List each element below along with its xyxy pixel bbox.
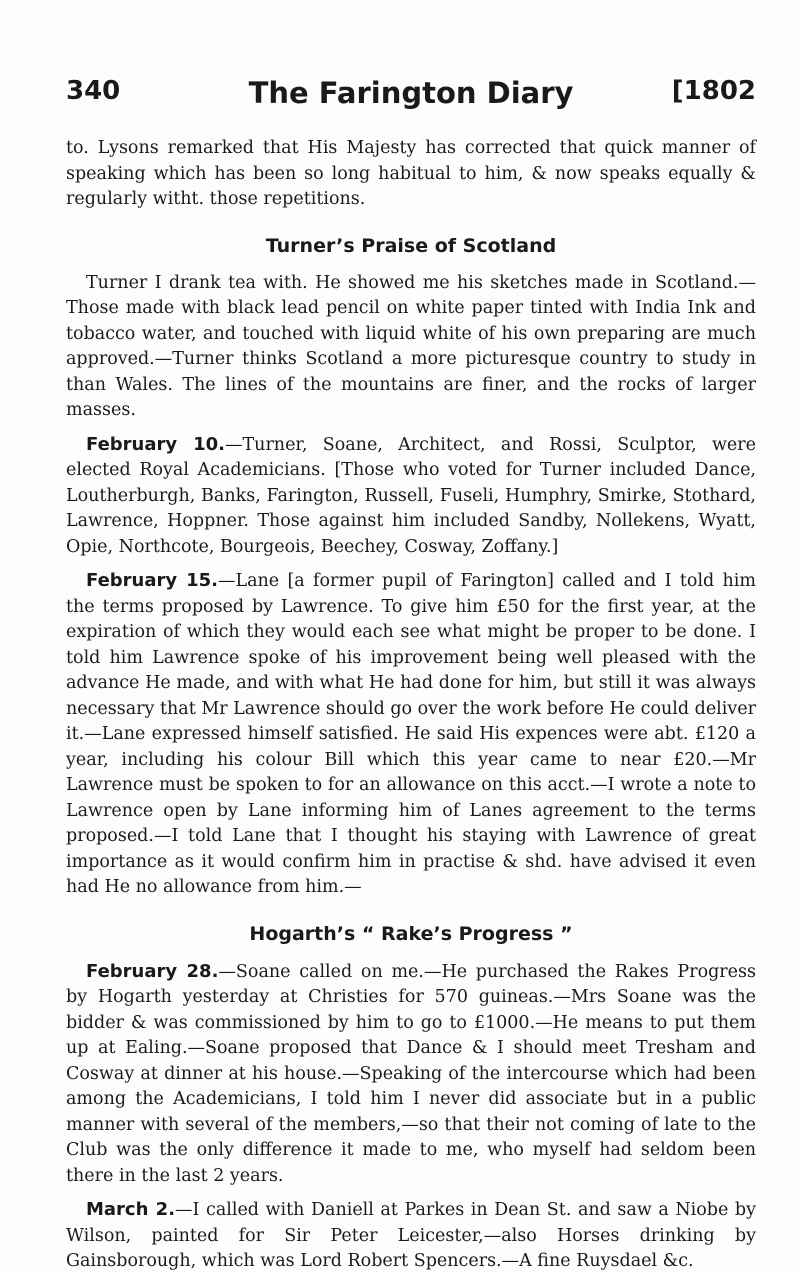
book-title: The Farington Diary [248, 76, 574, 110]
diary-entry-feb-28 [66, 959, 756, 1190]
page-number: 340 [66, 76, 121, 106]
section-heading-scotland: Turner’s Praise of Scotland [265, 234, 557, 257]
diary-entry-mar-2 [66, 1197, 756, 1275]
entry-date: February 15. [86, 570, 218, 591]
entry-text: —Turner, Soane, Architect, and Rossi, Sculptor, were elected Royal Academicians. [Those who voted for Turner included Dance, Loutherburgh, Banks, Farington, Russell, Fuseli, Humphry, Smirke, Stothard, Lawrence, Hoppner. Those against him included Sandby, Nollekens, Wyatt, Opie, Northcote, Bourgeois, Beechey, Cosway, Zoffany.] [66, 434, 757, 557]
entry-text: —Soane called on me.—He purchased the Rakes Progress by Hogarth yesterday at Christies for 570 guineas.—Mrs Soane was the bidder & was commissioned by him to go to £1000.—He means to put them up at Ealing.—Soane proposed that Dance & I should meet Tresham and Cosway at dinner at his house.—Speaking of the intercourse which had been among the Academicians, I told him I never did associate but in a public manner with several of the members,—so that their not coming of late to the Club was the only difference it made to me, who myself had seldom been there in the last 2 years. [66, 961, 756, 1186]
running-head [66, 76, 756, 116]
entry-date: February 28. [86, 960, 219, 982]
diary-entry-feb-10 [66, 432, 756, 561]
diary-entry-feb-15 [66, 568, 756, 901]
running-year: [1802 [671, 76, 756, 106]
section-heading-hogarth: Hogarth’s “ Rake’s Progress ” [249, 922, 573, 945]
entry-text: —Lane [a former pupil of Farington] called and I told him the terms proposed by Lawrence. To give him £50 for the first year, at the expiration of which they would each see what might be proper to be done. I told him Lawrence spoke of his improvement being well pleased with the advance He made, and with what He had done for him, but still it was always necessary that Mr Lawrence should go over the work before He could deliver it.—Lane expressed himself satisfied. He said His expences were abt. £120 a year, including his colour Bill which this year came to near £20.—Mr Lawrence must be spoken to for an allowance on this acct.—I wrote a note to Lawrence open by Lane informing him of Lanes agreement to the terms proposed.—I told Lane that I thought his staying with Lawrence of great importance as it would confirm him in practise & shd. have advised it even had He no allowance from him.— [66, 571, 756, 897]
entry-date: February 10. [86, 433, 225, 455]
entry-text: —I called with Daniell at Parkes in Dean St. and saw a Niobe by Wilson, painted for Sir Peter Leicester,—also Horses drinking by Gainsborough, which was Lord Robert Spencers.—A fine Ruysdael &c. [66, 1200, 756, 1271]
paragraph-turner-sketches: Turner I drank tea with. He showed me his sketches made in Scotland.—Those made with black lead pencil on white paper tinted with India Ink and tobacco water, and touched with liquid white of his own preparing are much approved.—Turner thinks Scotland a more picturesque country to study in than Wales. The lines of the mountains are finer, and the rocks of larger masses. [66, 272, 756, 420]
entry-date: March 2. [86, 1199, 176, 1220]
opening-paragraph: to. Lysons remarked that His Majesty has corrected that quick manner of speaking which has been so long habitual to him, & now speaks equally & regularly witht. those repetitions. [66, 138, 756, 209]
